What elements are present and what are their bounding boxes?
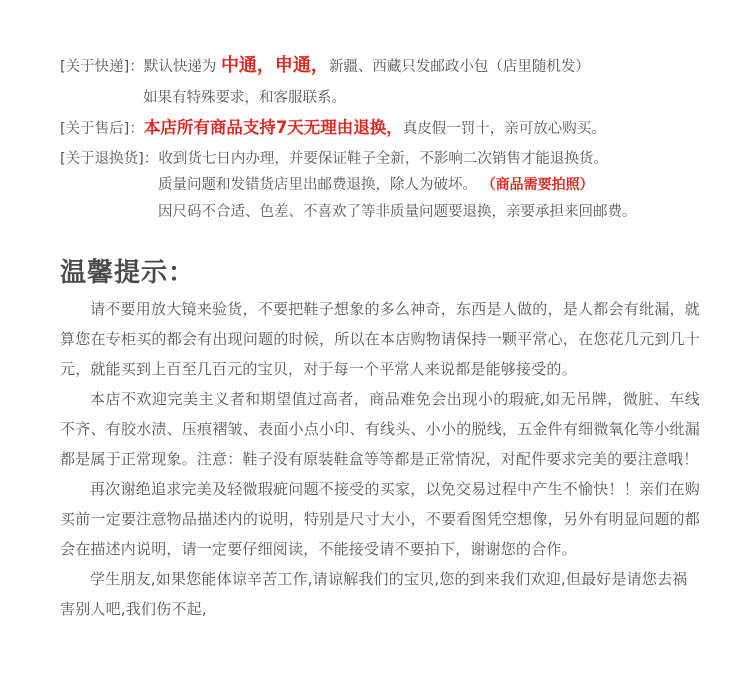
express-line-2: 如果有特殊要求，和客服联系。 — [143, 90, 346, 106]
express-label: [关于快递]： — [60, 59, 144, 75]
tips-paragraph-2: 本店不欢迎完美主义者和期望值过高者，商品难免会出现小的瑕疵,如无吊牌，微脏、车线不齐、有胶水渍、压痕褶皱、表面小点小印、有线头、小小的脱线，五金件有细微氧化等小纰漏都是属于正常现象。注意：鞋子没有原装鞋盒等等都是正常情况，对配件要求完美的要注意哦！ — [60, 390, 700, 468]
tips-paragraph-4: 学生朋友,如果您能体谅辛苦工作,请谅解我们的宝贝,您的到来我们欢迎,但最好是请您去祸害别人吧,我们伤不起, — [60, 570, 688, 618]
returns-line-2 — [158, 175, 594, 195]
returns-line-1 — [60, 149, 608, 169]
aftersale-text: 真皮假一罚十，亲可放心购买。 — [402, 121, 606, 137]
express-carriers: 中通，申通， — [220, 55, 329, 76]
express-text-1: 默认快递为 — [143, 59, 217, 75]
aftersale-label: [关于售后]： — [60, 121, 144, 137]
tips-paragraph-1: 请不要用放大镜来验货，不要把鞋子想象的多么神奇，东西是人做的，是人都会有纰漏，就算您在专柜买的都会有出现问题的时候，所以在本店购物请保持一颗平常心，在您花几元到几十元，就能买到上百至几百元的宝贝，对于每一个平常人来说都是能够接受的。 — [60, 300, 700, 378]
express-line-1 — [60, 56, 590, 77]
returns-text-1: 收到货七日内办理，并要保证鞋子全新，不影响二次销售才能退换货。 — [158, 151, 608, 167]
tips-title: 温馨提示： — [60, 258, 196, 288]
express-text-2: 新疆、西藏只发邮政小包（店里随机发） — [328, 59, 590, 75]
aftersale-line — [60, 118, 606, 139]
aftersale-highlight: 本店所有商品支持7天无理由退换， — [143, 118, 403, 137]
returns-line-3: 因尺码不合适、色差、不喜欢了等非质量问题要退换，亲要承担来回邮费。 — [158, 204, 637, 220]
returns-photo-note: （商品需要拍照） — [481, 177, 594, 193]
returns-text-2: 质量问题和发错货店里出邮费退换，除人为破坏。 — [158, 177, 477, 193]
returns-label: [关于退换货]： — [60, 151, 159, 167]
tips-paragraph-3: 再次谢绝追求完美及轻微瑕疵问题不接受的买家，以免交易过程中产生不愉快！！亲们在购买前一定要注意物品描述内的说明，特别是尺寸大小，不要看图凭空想像，另外有明显问题的都会在描述内说明，请一定要仔细阅读，不能接受请不要拍下，谢谢您的合作。 — [60, 480, 700, 558]
